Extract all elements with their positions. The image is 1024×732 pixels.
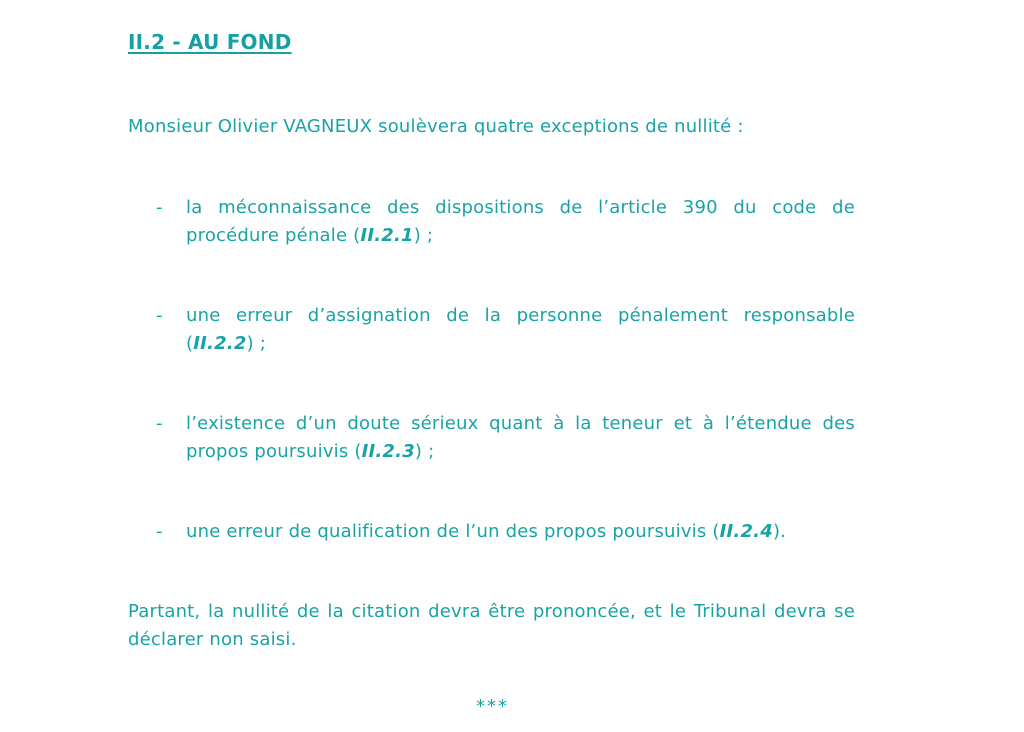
section-reference: II.2.4 [719, 521, 773, 542]
list-item-text-after: ) ; [413, 225, 434, 246]
list-item [128, 410, 855, 466]
list-bullet: - [156, 413, 163, 434]
list-item-text [186, 194, 855, 250]
list-item [128, 194, 855, 250]
list-item-text-before: la méconnaissance des dispositions de l’article 390 du code de procédure pénale ( [186, 197, 855, 246]
list-item-text-after: ) ; [246, 333, 266, 354]
section-reference: II.2.3 [361, 441, 415, 462]
list-bullet: - [156, 305, 163, 326]
section-reference: II.2.2 [193, 333, 247, 354]
intro-paragraph: Monsieur Olivier VAGNEUX soulèvera quatre exceptions de nullité : [128, 116, 744, 137]
section-separator: *** [476, 696, 509, 717]
list-item-text-after: ). [772, 521, 787, 542]
list-item-text [186, 518, 855, 546]
list-item-text [186, 410, 855, 466]
list-item [128, 302, 855, 358]
list-item [128, 518, 855, 546]
list-item-text [186, 302, 855, 358]
section-heading: II.2 - AU FOND [128, 30, 292, 54]
list-bullet: - [156, 521, 163, 542]
list-bullet: - [156, 197, 163, 218]
list-item-text-before: une erreur d’assignation de la personne pénalement responsable ( [186, 305, 855, 354]
list-item-text-before: une erreur de qualification de l’un des propos poursuivis ( [186, 521, 720, 542]
section-reference: II.2.1 [360, 225, 414, 246]
list-item-text-before: l’existence d’un doute sérieux quant à la teneur et à l’étendue des propos poursuivis ( [186, 413, 855, 462]
list-item-text-after: ) ; [414, 441, 435, 462]
conclusion-paragraph: Partant, la nullité de la citation devra être prononcée, et le Tribunal devra se déclarer non saisi. [128, 601, 855, 650]
